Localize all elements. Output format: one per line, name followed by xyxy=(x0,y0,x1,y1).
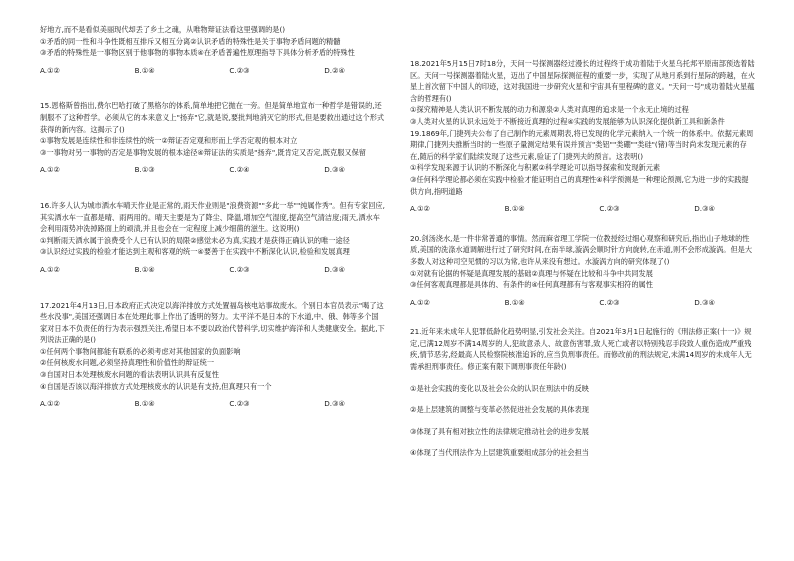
question-statement: ①是社会实践的变化以及社会公众的认识在刑法中的反映 xyxy=(410,383,589,393)
question-statements: ①科学发现来源于认识的不断深化与积累②科学理论可以指导探索和发现新元素 xyxy=(410,163,661,173)
question-17 xyxy=(40,300,385,410)
option-d: D.③④ xyxy=(324,165,345,175)
question-statements: ③认识经过实践的检验才能达到主观和客观的统一④要善于在实践中不断深化认识,检验和发展真理 xyxy=(40,247,350,257)
question-text: 好地方,而不是看似美丽现代却丢了乡土之魂，从唯物辩证法看这里强调的是() xyxy=(40,25,286,34)
question-21 xyxy=(410,326,755,459)
question-statements: ①任何两个事物间都能有联系的必须考虑对其他国家的负面影响 xyxy=(40,346,241,356)
option-a: A.①② xyxy=(40,65,60,75)
option-d: D.②④ xyxy=(324,65,345,75)
option-c: C.②③ xyxy=(229,264,250,274)
question-statements: ①对就有论据的怀疑是真理发展的基础②真理与怀疑在比较和斗争中共同发展 xyxy=(410,268,653,278)
question-text: 17.2021年4月13日,日本政府正式决定以海洋排放方式处置福岛核电站事故废水。个别日本官员表示"喝了这些水没事",美国还强调日本在处理此事上作出了透明的努力。太平洋不是日本的下水道,中、俄、韩等多个国家对日本不负责任的行为表示强烈关注,希望日本不要以政治代替科学,切实维护海洋和人类健康安全。据此,下列说法正确的是() xyxy=(40,300,385,345)
option-d: D.③④ xyxy=(694,297,715,307)
answer-options xyxy=(410,203,755,215)
question-statements: ③任何客观真理都是具体的、有条件的④任何真理都有与客观事实相符的属性 xyxy=(410,280,653,290)
answer-options xyxy=(40,164,385,176)
answer-options xyxy=(40,65,385,77)
question-statements: ①事物发展是连续性和非连续性的统一②辩证否定观和形而上学否定观的根本对立 xyxy=(40,136,298,146)
question-text: 18.2021年5月15日7时18分，天问一号探测器经过漫长的过程终于成功着陆于火星乌托邦平原南部预选着陆区。天问一号探测器着陆火星，迈出了中国星际探测征程的重要一步，实现了从地月系到行星际的跨越，在火星上首次留下中国人的印迹，这对我国进一步研究火星和宇宙具有里程碑的意义。"天问一号"成功着陆火星蕴含的哲理有() xyxy=(410,59,756,103)
question-20 xyxy=(410,233,755,309)
option-c: C.②④ xyxy=(229,165,250,175)
question-statements: ①探究精神是人类认识不断发展的动力和源泉②人类对真理的追求是一个永无止境的过程 xyxy=(410,105,689,115)
question-15 xyxy=(40,100,385,176)
question-statements: ②任何核废水问题,必须坚持真理性和价值性的辩证统一 xyxy=(40,358,215,368)
option-a: A.①② xyxy=(40,165,60,175)
question-statements: ③自国对日本处理核废水问题的看法表明认识具有反复性 xyxy=(40,370,219,380)
option-a: A.①② xyxy=(40,399,60,409)
option-d: D.③④ xyxy=(694,204,715,214)
right-column xyxy=(410,24,755,459)
option-b: B.①④ xyxy=(134,399,155,409)
option-c: C.②③ xyxy=(229,399,250,409)
question-statements: ④自国是否该以海洋排放方式处理核废水的认识是有支持,但真理只有一个 xyxy=(40,381,272,391)
question-statements: ③一事物对另一事物的否定是事物发展的根本途径④辩证法的实质是"扬弃",既肯定又否定,既克服又保留 xyxy=(40,147,366,157)
question-19 xyxy=(410,128,755,215)
question-statements: ③矛盾的特殊性是一事物区别于他事物的事物本质④在矛盾普遍性原理指导下具体分析矛盾的特殊性 xyxy=(40,48,355,58)
question-statement: ③体现了具有相对独立性的法律规定推动社会的进步发展 xyxy=(410,426,589,436)
option-d: D.③④ xyxy=(324,399,345,409)
option-d: D.③④ xyxy=(324,264,345,274)
option-b: B.①④ xyxy=(504,204,525,214)
option-a: A.①② xyxy=(410,204,430,214)
question-text: 21.近年来未成年人犯罪低龄化趋势明显,引发社会关注。自2021年3月1日起施行的《刑法修正案(十一)》规定,已满12周岁不满14周岁的人,犯故意杀人、故意伤害罪,致人死亡或者以特别残忍手段致人重伤造成严重残疾,情节恶劣,经最高人民检察院核准追诉的,应当负刑事责任。而修改前的刑法规定,未满14周岁的未成年人无需承担刑事责任。修正案有限下调刑事责任年龄() xyxy=(410,327,752,372)
question-statements: ①判断雨天洒水属于浪费受个人已有认识的局限②感觉未必为真,实践才是获得正确认识的唯一途径 xyxy=(40,235,350,245)
question-text: 20.剑汤浇水,是一件非常普通的事情。然而麻省理工学院一位教授经过细心观察和研究后,指出山子地球的性质,美国的洗涤水道调解进行过了研究时间,在南半球,漩涡会顺时针方向旋转,在赤道,则不会形成漩涡。但是大多数人对这种司空见惯的习以为常,也许从来没有想过。水漩涡方向的研究体现了() xyxy=(410,233,753,266)
question-18 xyxy=(410,58,755,128)
question-text: 15.恩格斯曾指出,费尔巴哈打破了黑格尔的体系,简单地把它抛在一旁。但是简单地宣布一种哲学是错误的,还制服不了这种哲学。必须从它的本来意义上"扬弃"它,就是说,要批判地消灭它的形式,但是要救出通过这个形式获得的新内容。这揭示了() xyxy=(40,101,385,134)
option-c: C.②③ xyxy=(599,204,620,214)
left-column xyxy=(40,24,385,410)
option-b: B.①③ xyxy=(134,165,155,175)
answer-options xyxy=(410,297,755,309)
answer-options xyxy=(40,398,385,410)
question-statements: ③人类对火星的认识永远处于不断接近真理的过程④实践的发展能够为认识深化提供新工具和新条件 xyxy=(410,116,725,126)
question-text: 16.许多人认为城市洒水车晴天作业是正常的,雨天作业则是"浪费资源""多此一举""纯属作秀"。但有专家回应,其实洒水车一直都是晴、雨两用的。晴天主要是为了降尘、降温,增加空气湿度,提高空气清洁度;雨天,洒水车会利用雨势冲洗掉路面上的顽渍,并且也会在一定程度上减少细菌的滋生。这说明() xyxy=(40,200,385,234)
question-statement: ④体现了当代刑法作为上层建筑重要组成部分的社会担当 xyxy=(410,448,589,458)
option-b: B.①④ xyxy=(504,297,525,307)
question-statement: ②是上层建筑的调整与变革必然促进社会发展的具体表现 xyxy=(410,405,589,415)
option-c: C.②③ xyxy=(229,65,250,75)
option-a: A.①② xyxy=(40,264,60,274)
question-16 xyxy=(40,200,385,276)
question-statements: ①矛盾的同一性和斗争性既相互排斥又相互分离②认识矛盾的特殊性是关于事物矛盾问题的精髓 xyxy=(40,36,341,46)
option-b: B.①④ xyxy=(134,65,155,75)
question-14-tail xyxy=(40,24,385,76)
option-c: C.②③ xyxy=(599,297,620,307)
answer-options xyxy=(40,264,385,276)
question-text: 19.1869年,门捷列夫公布了自己制作的元素周期表,将已发现的化学元素纳入一个统一的体系中。依据元素周期律,门捷列夫推断当时的一些原子量测定结果有误并预言"类铝""类硼""类硅"(锗)等当时尚未发现元素的存在,随后的科学家们陆续发现了这些元素,验证了门捷列夫的预言。这表明() xyxy=(410,128,754,161)
option-a: A.①② xyxy=(410,297,430,307)
option-b: B.①④ xyxy=(134,264,155,274)
question-statements: ③任何科学理论都必须在实践中检验才能证明自己的真理性④科学预测是一种理论预测,它为进一步的实践提供方向,指明道路 xyxy=(410,174,749,196)
